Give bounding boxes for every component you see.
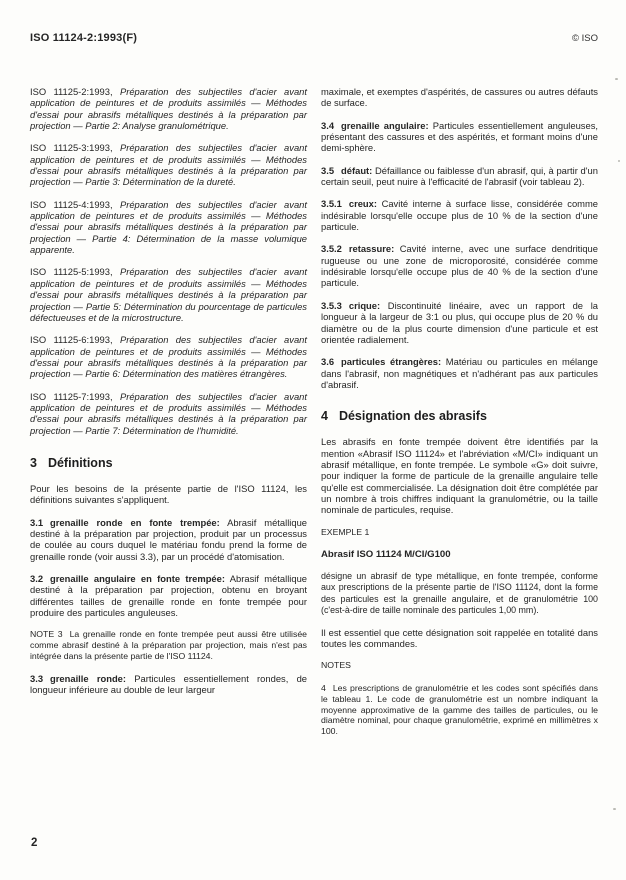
essential-paragraph: Il est essentiel que cette désignation soit rappelée en totalité dans toutes les commandes.	[321, 626, 598, 650]
document-reference: ISO 11124-2:1993(F)	[30, 32, 138, 44]
definition-3-1	[30, 517, 307, 562]
definition-body: Cavité interne à surface lisse, considérée comme indésirable lorsqu'elle occupe plus de 10 % de la section d'une particule.	[321, 198, 599, 233]
reference-title: Préparation des subjectiles d'acier avant application de peintures et de produits assimilés — Méthodes d'essai pour abrasifs métalliques destinés à la préparation par projection — Partie 3: Détermination de la dureté.	[30, 142, 307, 188]
definition-3-3-continuation: maximale, et exemptes d'aspérités, de cassures ou autres défauts de surface.	[321, 86, 598, 109]
definition-number: 3.2	[30, 573, 44, 584]
section-3-intro: Pour les besoins de la présente partie de l'ISO 11124, les définitions suivantes s'appliquent.	[30, 482, 307, 506]
definition-term: grenaille angulaire:	[341, 119, 429, 131]
reference-title: Préparation des subjectiles d'acier avant application de peintures et de produits assimilés — Méthodes d'essai pour abrasifs métalliques destinés à la préparation par projection — Partie 6: Détermination des matières étrangères.	[30, 334, 307, 380]
example-label: EXEMPLE 1	[321, 526, 370, 537]
definition-number: 3.5.1	[321, 198, 342, 210]
copyright-notice: © ISO	[571, 33, 598, 44]
definition-number: 3.5.3	[321, 299, 342, 311]
note-4	[321, 683, 598, 738]
note-label: 4	[321, 682, 326, 693]
left-column	[30, 86, 307, 748]
definition-body: Abrasif métallique destiné à la préparation par projection, obtenu en broyant différentes tailles de grenaille ronde en fonte trempée pour produire des particules anguleuses.	[30, 573, 308, 619]
section-number: 3	[30, 455, 37, 470]
note-label: NOTE 3	[30, 629, 63, 640]
note-3	[30, 629, 307, 662]
scan-speck	[613, 808, 616, 810]
right-column	[321, 86, 598, 748]
definition-body: Discontinuité linéaire, avec un rapport de la longueur à la largeur de 3:1 ou plus, qui occupe plus de 20 % du diamètre ou de la plus courte dimension d'une particule et est orientée radialement.	[321, 299, 598, 345]
section-3-heading	[30, 456, 307, 470]
definition-number: 3.5.2	[321, 243, 342, 255]
section-title: Désignation des abrasifs	[338, 409, 487, 424]
reference-iso-11125-4	[30, 199, 307, 256]
section-4-heading	[321, 409, 598, 423]
reference-title: Préparation des subjectiles d'acier avant application de peintures et de produits assimilés — Méthodes d'essai pour abrasifs métalliques destinés à la préparation par projection — Partie 2: Analyse granulométrique.	[30, 86, 307, 132]
scan-speck	[615, 78, 618, 80]
definition-3-2	[30, 573, 307, 618]
definition-body: Matériau ou particules en mélange dans l'abrasif, non magnétiques et n'adhérant pas aux particules d'abrasif.	[321, 356, 598, 390]
definition-number: 3.4	[321, 119, 335, 131]
section-title: Définitions	[47, 455, 113, 470]
reference-number: ISO 11125-6:1993,	[30, 334, 113, 346]
definition-number: 3.5	[321, 164, 335, 176]
definition-3-5	[321, 165, 598, 188]
reference-title: Préparation des subjectiles d'acier avant application de peintures et de produits assimilés — Méthodes d'essai pour abrasifs métalliques destinés à la préparation par projection — Partie 4: Détermination de la masse volumique apparente.	[30, 198, 307, 256]
definition-body: Défaillance ou faiblesse d'un abrasif, qui, à partir d'un certain seuil, peut nuire à l'efficacité de l'abrasif (voir tableau 2).	[321, 164, 598, 188]
reference-iso-11125-7	[30, 391, 307, 436]
definition-body: Abrasif métallique destiné à la préparation par projection, produit par un processus de coulée au cours duquel le matériau fondu prend la forme de grenaille ronde (voir aussi 3.3), par un procédé d'atomisation.	[30, 516, 307, 562]
reference-iso-11125-2	[30, 86, 307, 131]
definition-3-5-2	[321, 243, 598, 288]
section-number: 4	[321, 409, 328, 424]
definition-number: 3.6	[321, 356, 335, 368]
reference-title: Préparation des subjectiles d'acier avant application de peintures et de produits assimilés — Méthodes d'essai pour abrasifs métalliques destinés à la préparation par projection — Partie 7: Détermination de l'humidité.	[30, 390, 307, 436]
notes-label: NOTES	[321, 660, 351, 671]
definition-term: retassure:	[348, 243, 395, 255]
definition-term: grenaille angulaire en fonte trempée:	[50, 573, 225, 584]
definition-3-3	[30, 673, 307, 696]
definition-number: 3.3	[30, 673, 44, 685]
page-number: 2	[31, 837, 38, 849]
reference-number: ISO 11125-3:1993,	[30, 142, 113, 154]
note-text: La grenaille ronde en fonte trempée peut aussi être utilisée comme abrasif destiné à la préparation par projection, mais n'est pas intégrée dans la présente partie de l'ISO 11124.	[30, 629, 307, 662]
reference-iso-11125-5	[30, 266, 307, 323]
reference-iso-11125-6	[30, 334, 307, 379]
two-column-body	[30, 86, 598, 748]
definition-number: 3.1	[30, 516, 44, 528]
definition-3-5-1	[321, 198, 598, 232]
definition-term: grenaille ronde en fonte trempée:	[50, 516, 220, 528]
page-header	[30, 32, 598, 44]
definition-3-4	[321, 120, 598, 154]
definition-3-5-3	[321, 300, 598, 345]
reference-title: Préparation des subjectiles d'acier avant application de peintures et de produits assimilés — Méthodes d'essai pour abrasifs métalliques destinés à la préparation par projection — Partie 5: Détermination du pourcentage de particules défectueuses et de la microstructure.	[30, 266, 307, 323]
definition-term: crique:	[348, 299, 381, 311]
definition-3-6	[321, 356, 598, 390]
definition-term: grenaille ronde:	[50, 673, 127, 685]
note-text: Les prescriptions de granulométrie et les codes sont spécifiés dans le tableau 1. Le code de granulométrie est un nombre indiquant la moyenne approximative de la gamme des tailles de particules, ou le diamètre nominal, pour chaque granulométrie, exprimé en millimètres x 100.	[321, 682, 598, 737]
definition-term: creux:	[348, 198, 377, 210]
reference-number: ISO 11125-7:1993,	[30, 390, 113, 402]
reference-number: ISO 11125-4:1993,	[30, 198, 113, 210]
definition-body: Cavité interne, avec une surface dendritique rugueuse ou une zone de microporosité, considérée comme indésirable lorsqu'elle occupe plus de 40 % de la section d'une particule.	[321, 243, 598, 289]
definition-term: défaut:	[341, 164, 373, 176]
reference-number: ISO 11125-2:1993,	[30, 86, 113, 97]
reference-iso-11125-3	[30, 142, 307, 187]
example-body: désigne un abrasif de type métallique, en fonte trempée, conforme aux prescriptions de la présente partie de l'ISO 11124, dont la forme des particules est la grenaille angulaire, et de granulométrie 100 (c'est-à-dire de taille nominale des particules 1,00 mm).	[321, 571, 598, 615]
reference-number: ISO 11125-5:1993,	[30, 266, 113, 278]
section-4-paragraph: Les abrasifs en fonte trempée doivent être identifiés par la mention «Abrasif ISO 11124» et l'abréviation «M/CI» indiquant un abrasif métallique, en fonte trempée. Le symbole «G» doit suivre, pour indiquer la forme de particule de la grenaille angulaire telle qu'elle est commercialisée. La désignation doit être complétée par un nombre à trois chiffres indiquant la granulométrie, ou la taille nominale de particules, requise.	[321, 436, 598, 516]
definition-body: Particules essentiellement anguleuses, présentant des cassures et des aspérités, et formant moins d'une demi-sphère.	[321, 119, 599, 154]
definition-body: Particules essentiellement rondes, de longueur inférieure au double de leur largeur	[30, 673, 307, 696]
abrasive-designation: Abrasif ISO 11124 M/CI/G100	[321, 548, 451, 560]
definition-term: particules étrangères:	[341, 356, 442, 368]
scan-speck	[618, 160, 620, 162]
